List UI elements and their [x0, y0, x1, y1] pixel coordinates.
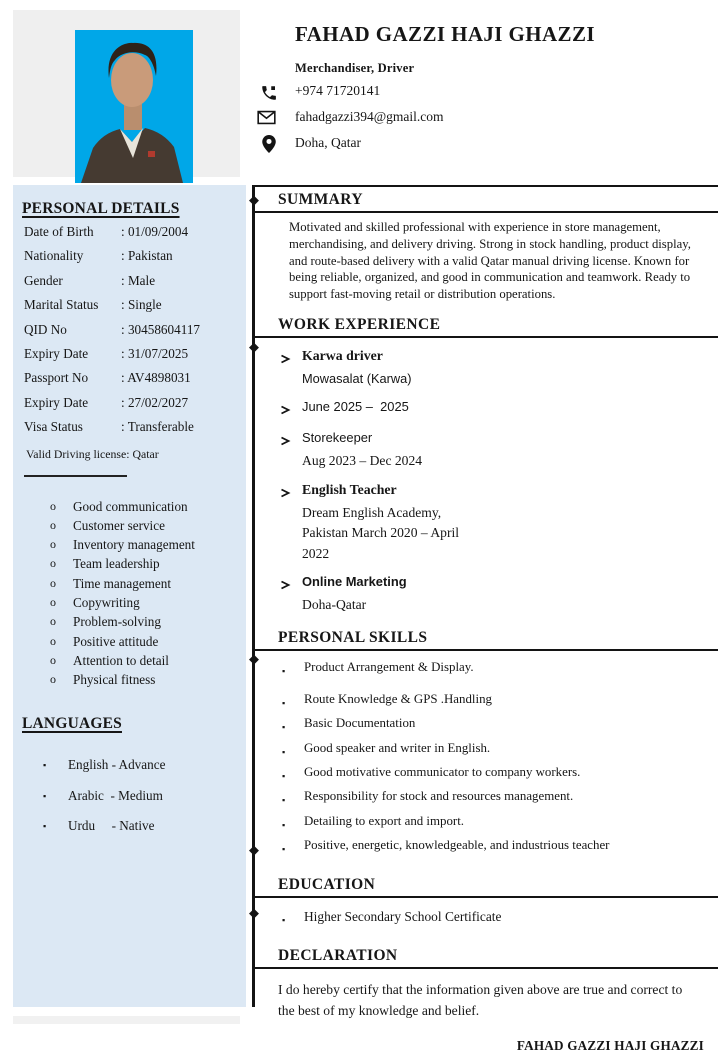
language-label: English - Advance	[68, 757, 166, 773]
quality-item	[50, 651, 246, 670]
education-item	[282, 906, 718, 931]
personal-skills-list	[252, 651, 718, 861]
square-bullet-icon: ▪	[282, 697, 286, 708]
circle-bullet-icon: o	[50, 537, 56, 552]
personal-skill-item	[282, 835, 718, 859]
circle-bullet-icon: o	[50, 652, 56, 667]
candidate-title: Merchandiser, Driver	[295, 61, 415, 75]
arrow-bullet-icon	[280, 399, 302, 420]
work-title: June 2025 – 2025	[302, 399, 409, 415]
location-pin-icon	[262, 135, 280, 153]
quality-label: Good communication	[73, 498, 188, 514]
work-detail-line: Doha-Qatar	[302, 597, 367, 613]
work-experience-list	[252, 348, 718, 615]
language-label: Arabic - Medium	[68, 787, 163, 803]
quality-item	[50, 612, 246, 631]
photo-frame	[13, 10, 240, 177]
phone-number: +974 71720141	[295, 83, 381, 98]
personal-detail-label: Visa Status	[24, 419, 83, 435]
candidate-name: FAHAD GAZZI HAJI GHAZZI	[295, 22, 595, 46]
personal-skill-label: Responsibility for stock and resources management.	[304, 789, 574, 804]
quality-item	[50, 535, 246, 554]
work-experience-item	[280, 574, 718, 615]
arrow-bullet-icon	[280, 348, 302, 369]
square-bullet-icon: ▪	[43, 821, 47, 832]
work-detail-line: Mowasalat (Karwa)	[302, 370, 412, 386]
diamond-marker-icon: ◆	[249, 842, 259, 857]
square-bullet-icon: ▪	[282, 795, 286, 806]
quality-label: Problem-solving	[73, 614, 161, 630]
personal-detail-label: QID No	[24, 321, 67, 337]
quality-label: Team leadership	[73, 556, 160, 572]
arrow-bullet-icon	[280, 482, 302, 503]
personal-details-heading: PERSONAL DETAILS	[22, 200, 180, 217]
languages-list	[13, 757, 246, 834]
personal-skill-item	[282, 762, 718, 786]
quality-item	[50, 670, 246, 689]
personal-skill-label: Product Arrangement & Display.	[304, 660, 474, 675]
language-item	[43, 757, 246, 773]
location-text: Doha, Qatar	[295, 135, 361, 150]
personal-detail-label: Expiry Date	[24, 345, 89, 361]
personal-skill-label: Detailing to export and import.	[304, 813, 465, 828]
bottom-strip	[13, 1016, 240, 1024]
personal-detail-row	[24, 322, 246, 346]
personal-detail-label: Passport No	[24, 370, 89, 386]
work-detail-line: 2022	[302, 545, 330, 561]
work-experience-item	[280, 430, 718, 471]
quality-item	[50, 593, 246, 612]
work-detail-line: Dream English Academy,	[302, 504, 442, 520]
personal-detail-value: : 31/07/2025	[121, 345, 189, 361]
quality-item	[50, 574, 246, 593]
language-item	[43, 818, 246, 834]
work-title: Online Marketing	[302, 574, 407, 590]
profile-photo	[75, 30, 193, 183]
languages-heading: LANGUAGES	[22, 715, 122, 733]
personal-skill-label: Good motivative communicator to company workers.	[304, 765, 581, 780]
work-experience-item	[280, 482, 718, 564]
summary-heading: SUMMARY	[252, 187, 718, 213]
circle-bullet-icon: o	[50, 556, 56, 571]
education-label: Higher Secondary School Certificate	[304, 908, 502, 924]
personal-details-rows	[24, 224, 246, 444]
declaration-heading: DECLARATION	[252, 943, 718, 969]
personal-detail-row	[24, 419, 246, 443]
circle-bullet-icon: o	[50, 633, 56, 648]
personal-skill-item	[282, 738, 718, 762]
circle-bullet-icon: o	[50, 517, 56, 532]
language-item	[43, 788, 246, 804]
circle-bullet-icon: o	[50, 498, 56, 513]
quality-label: Attention to detail	[73, 652, 169, 668]
personal-detail-row	[24, 248, 246, 272]
circle-bullet-icon: o	[50, 614, 56, 629]
quality-item	[50, 632, 246, 651]
personal-detail-value: : Single	[121, 297, 162, 313]
sidebar	[13, 185, 246, 1007]
circle-bullet-icon: o	[50, 595, 56, 609]
personal-detail-label: Expiry Date	[24, 394, 89, 410]
personal-skill-item	[282, 713, 718, 737]
declaration-text: I do hereby certify that the information given above are true and correct to the best of my knowledge and belief.	[278, 981, 683, 1019]
personal-detail-label: Marital Status	[24, 297, 99, 313]
email-address: fahadgazzi394@gmail.com	[295, 109, 444, 124]
square-bullet-icon: ▪	[43, 790, 47, 801]
quality-label: Physical fitness	[73, 672, 156, 688]
personal-detail-value: : AV4898031	[121, 370, 191, 386]
work-experience-heading: WORK EXPERIENCE	[252, 312, 718, 338]
square-bullet-icon: ▪	[282, 844, 286, 855]
driving-license-note: Valid Driving license: Qatar	[26, 446, 159, 461]
work-title: Karwa driver	[302, 347, 383, 363]
circle-bullet-icon: o	[50, 575, 56, 590]
square-bullet-icon: ▪	[282, 771, 286, 782]
personal-skill-item	[282, 689, 718, 713]
language-label: Urdu - Native	[68, 818, 155, 834]
quality-item	[50, 554, 246, 573]
quality-item	[50, 497, 246, 516]
phone-icon	[260, 84, 278, 102]
personal-detail-row	[24, 370, 246, 394]
education-list	[252, 898, 718, 935]
qualities-list	[13, 497, 246, 690]
quality-label: Copywriting	[73, 595, 140, 610]
personal-detail-label: Gender	[24, 272, 63, 288]
personal-detail-row	[24, 395, 246, 419]
square-bullet-icon: ▪	[43, 760, 47, 771]
quality-label: Inventory management	[73, 537, 195, 553]
personal-detail-row	[24, 346, 246, 370]
diamond-marker-icon: ◆	[249, 339, 259, 354]
diamond-marker-icon: ◆	[249, 192, 259, 207]
main-column	[252, 185, 718, 1054]
personal-skill-label: Basic Documentation	[304, 716, 416, 731]
envelope-icon	[257, 110, 275, 128]
portrait-illustration	[75, 30, 193, 183]
personal-detail-value: : Transferable	[121, 419, 194, 435]
work-title: Storekeeper	[302, 430, 373, 446]
personal-detail-row	[24, 297, 246, 321]
diamond-marker-icon: ◆	[249, 651, 259, 666]
personal-detail-row	[24, 224, 246, 248]
personal-detail-value: : 27/02/2027	[121, 394, 189, 410]
square-bullet-icon: ▪	[282, 666, 286, 677]
personal-skill-item	[282, 786, 718, 810]
quality-label: Customer service	[73, 517, 165, 533]
work-title: English Teacher	[302, 481, 397, 497]
circle-bullet-icon: o	[50, 672, 56, 687]
square-bullet-icon: ▪	[282, 819, 286, 830]
personal-skill-item	[282, 811, 718, 835]
square-bullet-icon: ▪	[282, 914, 286, 925]
education-heading: EDUCATION	[252, 872, 718, 898]
signature-name: FAHAD GAZZI HAJI GHAZZI	[516, 1037, 704, 1053]
quality-label: Time management	[73, 575, 172, 591]
personal-detail-label: Date of Birth	[24, 224, 94, 239]
personal-skill-label: Route Knowledge & GPS .Handling	[304, 691, 492, 706]
arrow-bullet-icon	[280, 574, 302, 595]
quality-label: Positive attitude	[73, 633, 159, 649]
square-bullet-icon: ▪	[282, 746, 286, 757]
personal-skill-label: Good speaker and writer in English.	[304, 740, 491, 755]
quality-item	[50, 516, 246, 535]
personal-detail-value: : 30458604117	[121, 321, 201, 337]
work-experience-item	[280, 399, 718, 420]
personal-skill-label: Positive, energetic, knowledgeable, and industrious teacher	[304, 838, 610, 853]
work-detail-line: Aug 2023 – Dec 2024	[302, 453, 423, 469]
square-bullet-icon: ▪	[282, 722, 286, 733]
personal-skill-item	[282, 657, 718, 681]
summary-text: Motivated and skilled professional with experience in store management, merchandising, and delivery driving. Strong in stock handling, product display, and route-based delivery with a valid Qatar manual driving license. Known for being reliable, organized, and good in communication and teamwork. Ready to support fast-moving retail or distribution operations.	[289, 220, 691, 302]
work-detail-line: Pakistan March 2020 – April	[302, 525, 460, 541]
diamond-marker-icon: ◆	[249, 905, 259, 920]
personal-detail-row	[24, 273, 246, 297]
work-experience-item	[280, 348, 718, 389]
personal-detail-value: : Male	[121, 272, 156, 288]
personal-detail-value: : Pakistan	[121, 248, 173, 264]
personal-detail-label: Nationality	[24, 248, 84, 264]
arrow-bullet-icon	[280, 430, 302, 451]
personal-skills-heading: PERSONAL SKILLS	[252, 625, 718, 651]
sidebar-divider	[24, 475, 127, 477]
personal-detail-value: : 01/09/2004	[121, 224, 189, 239]
